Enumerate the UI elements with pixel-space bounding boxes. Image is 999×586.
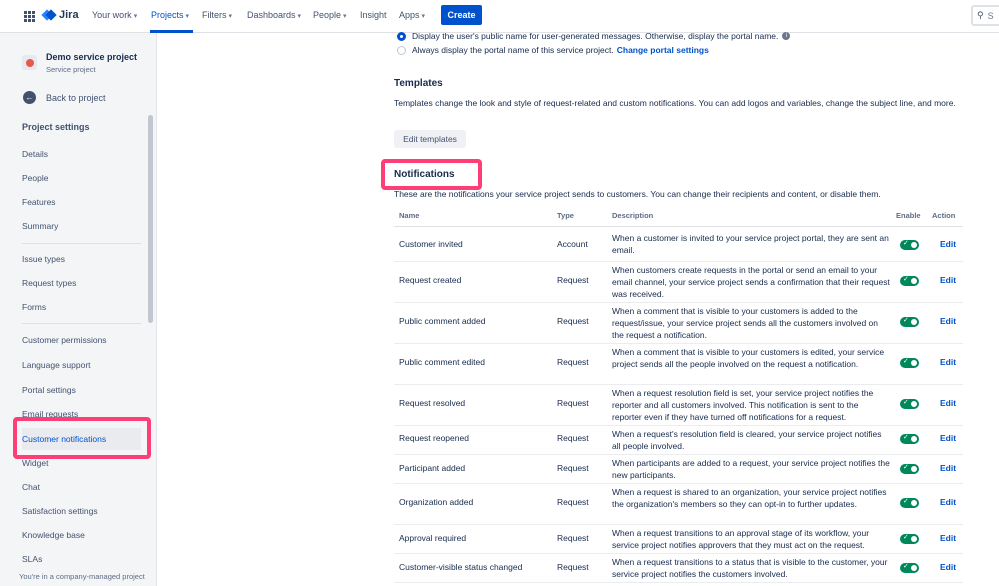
- notifications-heading: Notifications: [394, 169, 483, 180]
- check-icon: ✓: [903, 534, 909, 541]
- search-icon: ⚲: [977, 10, 984, 20]
- check-icon: ✓: [903, 317, 909, 324]
- nav-label: Apps: [399, 10, 420, 20]
- sidebar-item-knowledge-base[interactable]: Knowledge base: [22, 530, 85, 540]
- nav-dashboards[interactable]: [247, 10, 301, 20]
- table-row: [394, 554, 963, 583]
- column-header-description: Description: [612, 211, 654, 220]
- check-icon: ✓: [903, 498, 909, 505]
- table-row: [394, 426, 963, 455]
- notification-name: Request reopened: [399, 433, 469, 443]
- nav-insight[interactable]: [360, 10, 387, 20]
- sidebar-scrollbar[interactable]: [148, 115, 153, 323]
- table-row: [394, 525, 963, 554]
- notification-type: Account: [557, 239, 588, 249]
- sidebar-item-people[interactable]: People: [22, 173, 49, 183]
- sidebar-divider: [22, 243, 141, 244]
- project-type: Service project: [46, 65, 96, 74]
- info-icon[interactable]: i: [782, 32, 790, 40]
- column-header-type: Type: [557, 211, 574, 220]
- radio-option-public-name[interactable]: [397, 31, 790, 41]
- enable-toggle[interactable]: [900, 358, 919, 368]
- edit-templates-button[interactable]: Edit templates: [394, 130, 466, 148]
- enable-toggle[interactable]: [900, 240, 919, 250]
- nav-people[interactable]: [313, 10, 347, 20]
- sidebar-item-language-support[interactable]: Language support: [22, 360, 91, 370]
- templates-heading: Templates: [394, 78, 443, 89]
- notification-description: When a comment that is visible to your customers is edited, your service project sends all the people involved on the request a notification.: [612, 347, 885, 369]
- enable-toggle[interactable]: [900, 563, 919, 573]
- project-name: Demo service project: [46, 52, 138, 62]
- column-header-enable: Enable: [896, 211, 921, 220]
- chevron-down-icon: ▾: [133, 13, 138, 20]
- nav-label: Projects: [151, 10, 184, 20]
- highlight-box-notifications: [381, 159, 482, 190]
- notification-description: When a request resolution field is set, your service project notifies the reporter and all customers involved. This notification is sent to the reporter even if they have turned off notifications for a request.: [612, 388, 874, 422]
- notification-name: Approval required: [399, 533, 467, 543]
- chevron-down-icon: ▾: [343, 13, 347, 20]
- notification-type: Request: [557, 562, 589, 572]
- sidebar-item-portal-settings[interactable]: Portal settings: [22, 385, 76, 395]
- notification-name: Participant added: [399, 463, 466, 473]
- radio-label: Always display the portal name of this service project.: [412, 45, 614, 55]
- notification-name: Public comment edited: [399, 357, 485, 367]
- templates-description: Templates change the look and style of request-related and custom notifications. You can add logos and variables, change the subject line, and more.: [394, 98, 956, 108]
- nav-your-work[interactable]: [92, 10, 137, 20]
- notification-name: Request created: [399, 275, 462, 285]
- notification-description: When a request transitions to an approval stage of its workflow, your service project notifies approvers that they must act on the request.: [612, 528, 870, 550]
- sidebar-item-features[interactable]: Features: [22, 197, 56, 207]
- chevron-down-icon: ▾: [228, 13, 233, 20]
- edit-link[interactable]: Edit: [940, 316, 957, 326]
- nav-label: Insight: [360, 10, 387, 20]
- check-icon: ✓: [903, 240, 909, 247]
- edit-link[interactable]: Edit: [940, 239, 957, 249]
- radio-option-portal-name[interactable]: [397, 45, 709, 55]
- project-avatar: [22, 55, 37, 70]
- enable-toggle[interactable]: [900, 464, 919, 474]
- sidebar-item-customer-permissions[interactable]: Customer permissions: [22, 335, 107, 345]
- notification-type: Request: [557, 433, 589, 443]
- notification-type: Request: [557, 533, 589, 543]
- sidebar-item-customer-notifications[interactable]: Customer notifications: [22, 434, 107, 444]
- notification-name: Customer invited: [399, 239, 463, 249]
- notifications-description: These are the notifications your service project sends to customers. You can change their recipients and content, or disable them.: [394, 189, 881, 199]
- sidebar-item-slas[interactable]: SLAs: [22, 554, 43, 564]
- notification-description: When a request transitions to a status that is visible to the customer, your service project notifies the customers involved.: [612, 557, 888, 579]
- nav-filters[interactable]: [202, 10, 232, 20]
- table-row: [394, 303, 963, 344]
- notification-description: When a customer is invited to your service project portal, they are sent an email.: [612, 233, 889, 255]
- table-row: [394, 385, 963, 426]
- project-settings-heading: Project settings: [22, 122, 90, 132]
- sidebar-item-details[interactable]: Details: [22, 149, 48, 159]
- change-portal-settings-link[interactable]: Change portal settings: [616, 45, 709, 55]
- check-icon: ✓: [903, 434, 909, 441]
- table-row: [394, 227, 963, 262]
- table-row: [394, 262, 963, 303]
- notification-description: When a comment that is visible to your customers is added to the request/issue, your service project sends all the customers involved on the request a notification.: [612, 306, 878, 340]
- check-icon: ✓: [903, 563, 909, 570]
- nav-label: Dashboards: [247, 10, 296, 20]
- edit-link[interactable]: Edit: [940, 357, 957, 367]
- check-icon: ✓: [903, 464, 909, 471]
- edit-link[interactable]: Edit: [940, 398, 957, 408]
- sidebar: [0, 33, 157, 586]
- table-row: [394, 455, 963, 484]
- top-navigation: [0, 0, 999, 33]
- highlight-box-sidebar: [13, 417, 151, 459]
- column-header-action: Action: [932, 211, 956, 220]
- notification-type: Request: [557, 463, 589, 473]
- chevron-down-icon: ▾: [297, 13, 302, 20]
- chevron-down-icon: ▾: [421, 13, 426, 20]
- enable-toggle[interactable]: [900, 434, 919, 444]
- notification-description: When a request is shared to an organization, your service project notifies the organization's members so they can opt-in to further updates.: [612, 487, 887, 509]
- edit-link[interactable]: Edit: [940, 562, 957, 572]
- chevron-down-icon: ▾: [185, 13, 190, 20]
- notification-description: When customers create requests in the portal or send an email to your email channel, your service project sends a confirmation that their request was received.: [612, 265, 890, 299]
- sidebar-item-forms[interactable]: Forms: [22, 302, 47, 312]
- edit-link[interactable]: Edit: [940, 433, 957, 443]
- notification-description: When a request's resolution field is cleared, your service project notifies all people involved.: [612, 429, 882, 451]
- sidebar-item-issue-types[interactable]: Issue types: [22, 254, 65, 264]
- nav-label: Your work: [92, 10, 132, 20]
- notification-type: Request: [557, 497, 589, 507]
- edit-link[interactable]: Edit: [940, 533, 957, 543]
- radio-unselected-icon[interactable]: [397, 46, 406, 55]
- sidebar-item-summary[interactable]: Summary: [22, 221, 59, 231]
- notification-description: When participants are added to a request, your service project notifies the new participants.: [612, 458, 890, 480]
- sidebar-item-chat[interactable]: Chat: [22, 482, 40, 492]
- nav-apps[interactable]: [399, 10, 425, 20]
- search-input[interactable]: [971, 5, 999, 26]
- check-icon: ✓: [903, 358, 909, 365]
- sidebar-divider: [22, 323, 141, 324]
- arrow-left-icon[interactable]: ←: [23, 91, 36, 104]
- sidebar-item-email-requests[interactable]: Email requests: [22, 409, 79, 419]
- check-icon: ✓: [903, 399, 909, 406]
- enable-toggle[interactable]: [900, 534, 919, 544]
- edit-link[interactable]: Edit: [940, 275, 957, 285]
- column-header-name: Name: [399, 211, 420, 220]
- nav-label: Filters: [202, 10, 227, 20]
- edit-link[interactable]: Edit: [940, 463, 957, 473]
- table-row: [394, 344, 963, 385]
- enable-toggle[interactable]: [900, 498, 919, 508]
- sidebar-item-widget[interactable]: Widget: [22, 458, 49, 468]
- table-row: [394, 484, 963, 525]
- radio-selected-icon[interactable]: [397, 32, 406, 41]
- sidebar-item-request-types[interactable]: Request types: [22, 278, 77, 288]
- project-type-footer: You're in a company-managed project: [19, 572, 145, 581]
- jira-logo-icon: [42, 8, 56, 22]
- logo-text: Jira: [59, 9, 79, 21]
- notification-type: Request: [557, 316, 589, 326]
- enable-toggle[interactable]: [900, 276, 919, 286]
- notification-type: Request: [557, 275, 589, 285]
- main-content: [157, 33, 999, 586]
- app-switcher-icon[interactable]: [24, 11, 35, 22]
- notification-type: Request: [557, 357, 589, 367]
- create-button[interactable]: Create: [441, 5, 482, 25]
- nav-label: People: [313, 10, 342, 20]
- radio-label: Display the user's public name for user-generated messages. Otherwise, display the portal name.: [412, 31, 779, 41]
- notification-name: Request resolved: [399, 398, 466, 408]
- notification-type: Request: [557, 398, 589, 408]
- sidebar-item-satisfaction-settings[interactable]: Satisfaction settings: [22, 506, 98, 516]
- notification-name: Customer-visible status changed: [399, 562, 523, 572]
- check-icon: ✓: [903, 276, 909, 283]
- back-to-project-link[interactable]: Back to project: [46, 93, 106, 103]
- enable-toggle[interactable]: [900, 399, 919, 409]
- jira-logo[interactable]: [42, 8, 79, 22]
- edit-link[interactable]: Edit: [940, 497, 957, 507]
- notification-name: Organization added: [399, 497, 474, 507]
- nav-projects[interactable]: [151, 10, 189, 20]
- search-placeholder: S: [987, 10, 994, 21]
- enable-toggle[interactable]: [900, 317, 919, 327]
- notification-name: Public comment added: [399, 316, 486, 326]
